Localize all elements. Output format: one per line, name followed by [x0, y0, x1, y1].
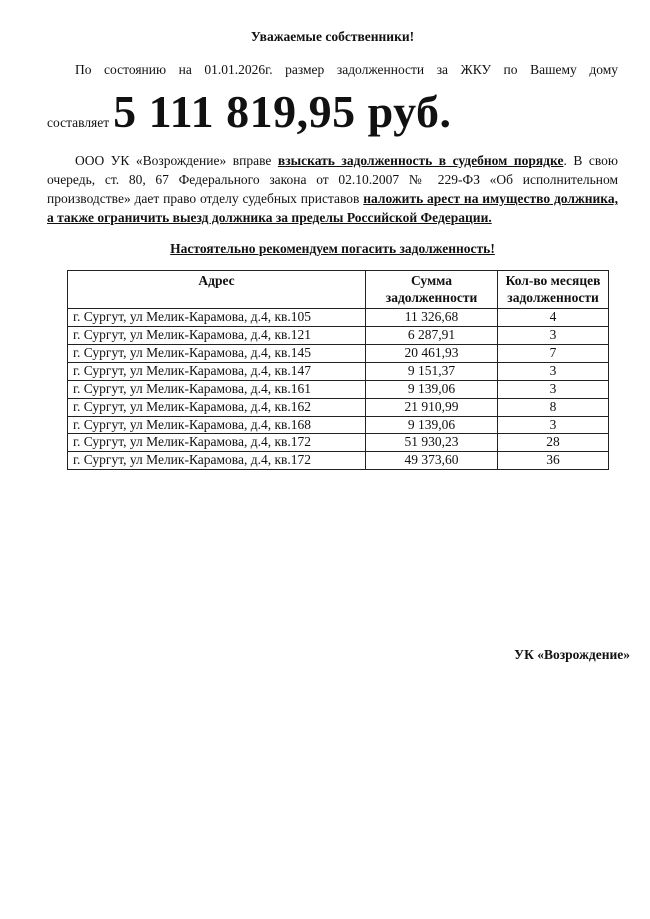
table-row	[68, 452, 609, 470]
cell-amount: 9 139,06	[366, 416, 498, 434]
legal-emphasis-2: наложить арест на имущество должника, а также ограничить выезд должника за пределы Российской Федерации.	[47, 190, 618, 225]
signature: УК «Возрождение»	[514, 647, 630, 663]
cell-months: 8	[498, 398, 609, 416]
cell-address: г. Сургут, ул Мелик-Карамова, д.4, кв.161	[68, 380, 366, 398]
table-row	[68, 309, 609, 327]
cell-amount: 51 930,23	[366, 434, 498, 452]
amount-line	[47, 80, 618, 144]
column-header-amount: Сумма задолженности	[366, 270, 498, 309]
debt-table	[67, 270, 609, 471]
cell-amount: 9 139,06	[366, 380, 498, 398]
cell-address: г. Сургут, ул Мелик-Карамова, д.4, кв.121	[68, 327, 366, 345]
cell-address: г. Сургут, ул Мелик-Карамова, д.4, кв.147	[68, 362, 366, 380]
legal-text-2: . В свою очередь, ст. 80, 67 Федерального закона от 02.10.2007 № 229-ФЗ «Об исполнительном производстве» дает право отделу судебных приставов	[47, 153, 618, 206]
document-title: Уважаемые собственники!	[250, 29, 415, 44]
cell-months: 3	[498, 327, 609, 345]
cell-address: г. Сургут, ул Мелик-Карамова, д.4, кв.145	[68, 345, 366, 363]
cell-address: г. Сургут, ул Мелик-Карамова, д.4, кв.168	[68, 416, 366, 434]
legal-emphasis-1: взыскать задолженность в судебном порядке	[277, 153, 564, 169]
cell-months: 4	[498, 309, 609, 327]
cell-address: г. Сургут, ул Мелик-Карамова, д.4, кв.172	[68, 434, 366, 452]
debt-amount: 5 111 819,95 руб.	[113, 85, 452, 137]
amount-prefix: составляет	[47, 114, 110, 130]
table-row	[68, 362, 609, 380]
cell-months: 3	[498, 416, 609, 434]
column-header-months: Кол-во месяцев задолженности	[498, 270, 609, 309]
cell-address: г. Сургут, ул Мелик-Карамова, д.4, кв.162	[68, 398, 366, 416]
recommendation-line: Настоятельно рекомендуем погасить задолженность!	[170, 240, 495, 256]
table-row	[68, 327, 609, 345]
cell-months: 36	[498, 452, 609, 470]
cell-months: 28	[498, 434, 609, 452]
table-row	[68, 380, 609, 398]
table-row	[68, 434, 609, 452]
cell-address: г. Сургут, ул Мелик-Карамова, д.4, кв.172	[68, 452, 366, 470]
cell-amount: 21 910,99	[366, 398, 498, 416]
table-row	[68, 398, 609, 416]
cell-months: 3	[498, 380, 609, 398]
intro-line: По состоянию на 01.01.2026г. размер задолженности за ЖКУ по Вашему дому	[75, 61, 618, 77]
table-row	[68, 416, 609, 434]
column-header-address: Адрес	[68, 270, 366, 309]
cell-amount: 6 287,91	[366, 327, 498, 345]
cell-months: 3	[498, 362, 609, 380]
cell-amount: 9 151,37	[366, 362, 498, 380]
cell-amount: 49 373,60	[366, 452, 498, 470]
cell-amount: 11 326,68	[366, 309, 498, 327]
cell-months: 7	[498, 345, 609, 363]
cell-address: г. Сургут, ул Мелик-Карамова, д.4, кв.105	[68, 309, 366, 327]
legal-paragraph	[47, 152, 618, 228]
legal-text-1: ООО УК «Возрождение» вправе	[75, 153, 278, 169]
cell-amount: 20 461,93	[366, 345, 498, 363]
table-header-row	[68, 270, 609, 309]
table-row	[68, 345, 609, 363]
